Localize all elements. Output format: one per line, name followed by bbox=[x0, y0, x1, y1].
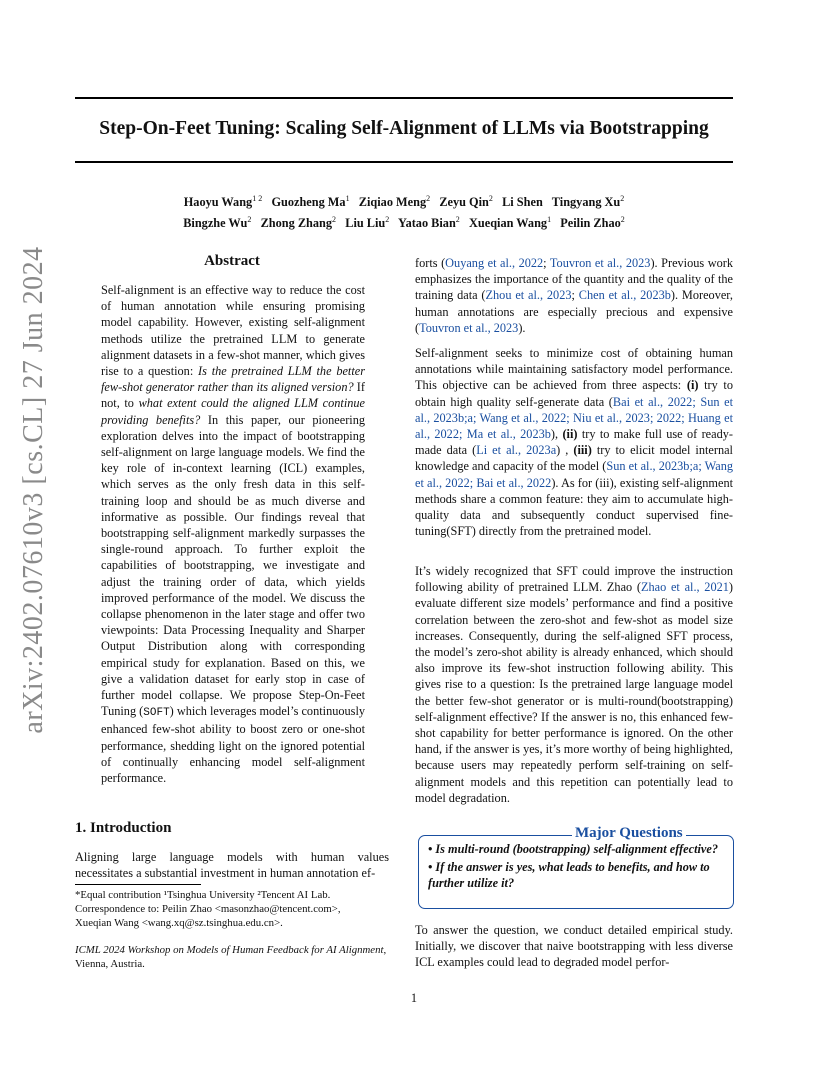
paragraph bbox=[415, 563, 733, 806]
affiliation-sup: 2 bbox=[488, 194, 493, 203]
citation-link[interactable]: Touvron et al., 2023 bbox=[419, 320, 519, 335]
text: ) evaluate different size models’ performance and find a positive correlation between the zero-shot and few-shot as model size increases. Consequently, during the self-aligned SFT process, the model’s zero-shot ability is already enhanced, which should also improve its few-shot instruction following ability. This gives rise to a question: Is the pretrained large language model the better few-shot generator or is multi-round(bootstrapping) self-alignment effective? If the answer is no, this enhanced few-shot capability for better performance is ignored. On the other hand, if the answer is yes, it’s more worthy of being highlighted, because users may repeatedly perform self-training on self-alignment models and this repetition can potentially lead to model degradation. bbox=[415, 580, 734, 805]
author: Zeyu Qin bbox=[439, 195, 489, 210]
affiliation-sup: 1 2 bbox=[252, 194, 263, 203]
text: Self-alignment seeks to minimize cost of obtaining human annotations while maintaining satisfactory model performance. This objective can be achieved from three aspects: bbox=[415, 346, 733, 393]
author-line-2 bbox=[75, 211, 733, 232]
text: ; bbox=[571, 288, 579, 303]
citation-link[interactable]: Zhou et al., 2023 bbox=[485, 288, 572, 303]
author: Haoyu Wang bbox=[183, 195, 253, 210]
abstract-text: In this paper, our pioneering exploration delves into the impact of bootstrapping self-alignment on large language models. We find the key role of in-context learning (ICL) examples, which serves as the only fresh data in this self-training loop and should be as much diverse and informative as possible. Our findings reveal that bootstrapping self-alignment markedly surpasses the single-round approach. To further exploit the capabilities of bootstrapping, we investigate and adjust the training order of data, which yields improved performance of the model. We discuss the collapse phenomenon in the later stage and offer two viewpoints: Data Processing Inequality and Sharper Output Distribution along with corresponding empirical study for explanation. Based on this, we give a validation dataset for early stop in case of further model collapse. We propose Step-On-Feet Tuning ( bbox=[101, 412, 365, 719]
arxiv-id: arXiv:2402.07610v3 [cs.CL] 27 Jun 2024 bbox=[18, 246, 49, 734]
enum-marker: (ii) bbox=[562, 427, 578, 442]
affiliation-sup: 2 bbox=[385, 215, 390, 225]
author: Ziqiao Meng bbox=[358, 195, 427, 210]
affiliation-sup: 2 bbox=[620, 194, 625, 203]
text: ; bbox=[543, 256, 550, 270]
text: ) , bbox=[556, 443, 574, 458]
footnote-line: *Equal contribution ¹Tsinghua University ²Tencent AI Lab. bbox=[75, 889, 331, 901]
citation-link[interactable]: Chen et al., 2023b bbox=[578, 288, 671, 303]
affiliation-sup: 2 bbox=[620, 215, 625, 225]
text: try to elicit model internal knowledge and capacity of the model ( bbox=[415, 443, 733, 474]
abstract-text: If not, to bbox=[101, 380, 365, 411]
footnote-rule bbox=[75, 884, 201, 885]
author: Xueqian Wang bbox=[469, 216, 548, 231]
author: Liu Liu bbox=[345, 216, 386, 231]
citation-link[interactable]: Li et al., 2023a bbox=[476, 443, 557, 458]
affiliation-sup: 2 bbox=[247, 215, 252, 225]
paper-title: Step-On-Feet Tuning: Scaling Self-Alignment of LLMs via Bootstrapping bbox=[99, 118, 709, 139]
footnote-line: Correspondence to: Peilin Zhao <masonzhao@tencent.com>, bbox=[75, 903, 341, 916]
citation-link[interactable]: Bai et al., 2022; Sun et al., 2023b;a; Wang et al., 2022; Niu et al., 2023; 2022; Huang et al., 2022; Ma et al., 2023b bbox=[415, 394, 733, 442]
paragraph bbox=[415, 255, 733, 336]
box-body bbox=[428, 841, 724, 894]
text: ), bbox=[550, 427, 563, 442]
text: ). Previous work emphasizes the importance of the quantity and the quality of the training data ( bbox=[415, 256, 733, 303]
abstract-question: Is the pretrained LLM the better few-shot generator rather than its aligned version? bbox=[101, 364, 365, 395]
box-question: • Is multi-round (bootstrapping) self-alignment effective? bbox=[428, 842, 718, 856]
abstract-body bbox=[101, 282, 365, 786]
author: Yatao Bian bbox=[398, 216, 456, 231]
abstract-text: ) which leverages model’s continuously enhanced few-shot ability to boost zero or one-shot performance, shedding light on the ignored potential of continually enhancing model self-alignment performance. bbox=[101, 704, 366, 786]
method-code-name: SOFT bbox=[143, 707, 170, 720]
abstract-text: Self-alignment is an effective way to reduce the cost of human annotation while ensuring promising model capability. However, existing self-alignment methods utilize the pretrained LLM to generate alignment datasets in a few-shot manner, which gives rise to a question: bbox=[101, 283, 365, 379]
title-top-rule bbox=[75, 97, 733, 99]
author: Peilin Zhao bbox=[560, 216, 621, 231]
paragraph bbox=[415, 345, 733, 539]
footnotes bbox=[75, 888, 389, 931]
citation-link[interactable]: Touvron et al., 2023 bbox=[549, 256, 651, 270]
venue-location: , Vienna, Austria. bbox=[75, 944, 387, 971]
author-line-1 bbox=[75, 190, 733, 211]
author: Li Shen bbox=[502, 195, 543, 210]
author-list bbox=[75, 190, 733, 232]
author: Tingyang Xu bbox=[551, 195, 621, 210]
arxiv-sidebar-stamp bbox=[16, 246, 52, 734]
abstract-question: what extent could the aligned LLM continue providing benefits? bbox=[101, 396, 365, 427]
page-number: 1 bbox=[410, 991, 418, 1005]
author: Zhong Zhang bbox=[260, 216, 333, 231]
affiliation-sup: 2 bbox=[455, 215, 460, 225]
intro-text: Aligning large language models with human values necessitates a substantial investment in human annotation ef- bbox=[75, 850, 389, 881]
citation-link[interactable]: Ouyang et al., 2022 bbox=[445, 256, 544, 270]
text: try to make full use of ready-made data ( bbox=[415, 427, 733, 458]
author: Bingzhe Wu bbox=[183, 216, 248, 231]
footnote-line: Xueqian Wang <wang.xq@sz.tsinghua.edu.cn>. bbox=[75, 917, 283, 930]
text: forts ( bbox=[415, 256, 446, 270]
paragraph: To answer the question, we conduct detailed empirical study. Initially, we discover that naive bootstrapping with less diverse ICL examples could lead to degraded model perfor- bbox=[415, 923, 733, 970]
abstract-heading: Abstract bbox=[204, 253, 260, 269]
text: ). bbox=[518, 320, 526, 335]
title-bottom-rule bbox=[75, 161, 733, 163]
text: It’s widely recognized that SFT could improve the instruction following ability of pretrained LLM. Zhao ( bbox=[415, 564, 733, 595]
text: try to obtain high quality self-generate data ( bbox=[415, 378, 734, 409]
venue-note bbox=[75, 943, 389, 971]
citation-link[interactable]: Sun et al., 2023b;a; Wang et al., 2022; Bai et al., 2022 bbox=[415, 459, 733, 490]
citation-link[interactable]: Zhao et al., 2021 bbox=[641, 580, 729, 595]
venue-name: ICML 2024 Workshop on Models of Human Feedback for AI Alignment bbox=[75, 944, 384, 956]
affiliation-sup: 1 bbox=[547, 215, 552, 225]
box-question: • If the answer is yes, what leads to benefits, and how to further utilize it? bbox=[428, 860, 710, 891]
text: ). Moreover, human annotations are especially precious and expensive ( bbox=[415, 288, 733, 335]
affiliation-sup: 1 bbox=[345, 194, 350, 203]
section-heading: 1. Introduction bbox=[75, 820, 172, 836]
text: ). As for (iii), existing self-alignment methods share a common feature: they aim to accumulate high-quality data and subsequently conduct supervised fine-tuning(SFT) directly from the pretrained model. bbox=[415, 475, 734, 539]
enum-marker: (iii) bbox=[573, 443, 592, 458]
affiliation-sup: 2 bbox=[332, 215, 337, 225]
enum-marker: (i) bbox=[686, 378, 699, 393]
author: Guozheng Ma bbox=[271, 195, 346, 210]
affiliation-sup: 2 bbox=[426, 194, 431, 203]
box-title: Major Questions bbox=[572, 825, 686, 842]
